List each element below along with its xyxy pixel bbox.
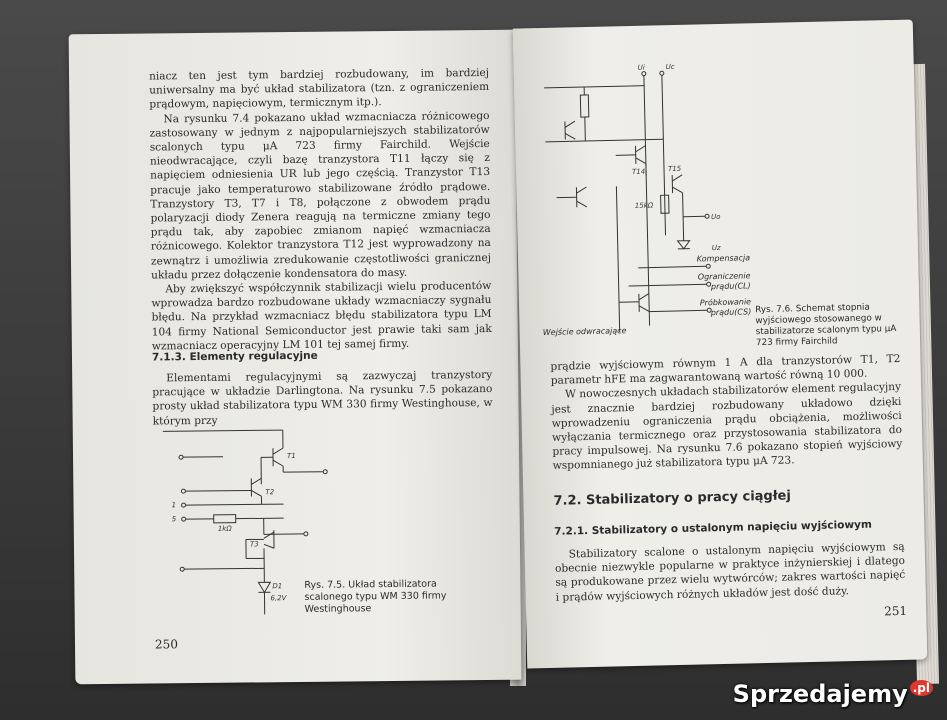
figure-7-6-caption: Rys. 7.6. Schemat stopnia wyjściowego stosowanego w stabilizatorze scalonym typu μA 723 firmy Fairchild	[755, 302, 897, 349]
watermark-badge: .pl	[910, 680, 933, 696]
section-paragraph: Elementami regulacyjnymi są zazwyczaj tranzystory pracujące w układzie Darlingtona. Na rysunku 7.5 pokazano prosty układ stabilizatora typu WM 330 firmy Westinghouse, w którym przy	[152, 368, 493, 428]
label-probkowanie: Próbkowanie prądu(CS)	[699, 297, 752, 318]
left-body-text	[149, 66, 492, 354]
label-t1: T1	[286, 451, 296, 461]
label-uc: Uc	[665, 62, 675, 72]
label-uo: Uo	[711, 212, 721, 222]
label-t14: T14	[631, 167, 646, 176]
label-wejscie: Wejście odwracające	[542, 326, 627, 338]
right-page	[513, 20, 927, 669]
label-t2: T2	[265, 488, 275, 497]
right-page-number: 251	[883, 603, 908, 619]
right-paragraph: W nowoczesnych układach stabilizatorów element regulacyjny jest znacznie bardziej rozbudowany układowo dzięki wprowadzeniu ograniczenia prądu obciążenia, możliwości wyłączania termicznego oraz przystosowania stabilizatora do pracy impulsowej. Na rysunku 7.6 pokazano stopień wyjściowy wspomnianego już stabilizatora typu μA 723.	[551, 381, 903, 473]
label-resistor: 1kΩ	[217, 524, 232, 533]
heading-7-2-1: 7.2.1. Stabilizatory o ustalonym napięciu wyjściowym	[554, 518, 873, 538]
heading-7-2: 7.2. Stabilizatory o pracy ciągłej	[553, 488, 792, 509]
section-heading: 7.1.3. Elementy regulacyjne	[151, 349, 318, 364]
right-bottom-paragraph: Stabilizatory scalone o ustalonym napięciu wyjściowym są obecnie niezwykle popularne w praktyce inżynierskiej i dlatego są produkowane przez wielu wytwórców; zakres wartości napięć i prądów wyjściowych różnych układów jest dość duży.	[554, 540, 906, 604]
right-paragraph: prądzie wyjściowym równym 1 A dla tranzystorów T1, T2 parametr hFE ma zagwarantowaną wartość równą 10 000.	[550, 352, 901, 388]
right-body-text	[550, 352, 902, 474]
left-paragraph: niacz ten jest tym bardziej rozbudowany, im bardziej uniwersalny ma być układ stabilizatora (tzn. z ograniczeniem prądowym, napięciowym, termicznym itp.).	[148, 66, 490, 111]
watermark	[733, 680, 933, 708]
label-uz: Uz	[711, 243, 721, 253]
watermark-text: Sprzedajemy	[732, 680, 908, 708]
right-bottom-text	[555, 540, 906, 605]
label-zener-voltage: 6,2V	[270, 594, 287, 603]
figure-7-5-caption: Rys. 7.5. Układ stabilizatora scalonego typu WM 330 firmy Westinghouse	[304, 578, 447, 615]
label-t3: T3	[249, 540, 259, 549]
figure-7-6-circuit	[533, 44, 740, 338]
open-book	[40, 24, 935, 708]
label-kompensacja: Kompensacja	[696, 253, 751, 264]
label-d1: D1	[272, 582, 283, 591]
label-ui: Ui	[637, 63, 645, 72]
label-pin1: 1	[171, 501, 177, 510]
left-page-number: 250	[154, 637, 178, 652]
label-r15k: 15kΩ	[634, 201, 654, 210]
label-t15: T15	[667, 164, 682, 174]
left-paragraph: Aby zwiększyć współczynnik stabilizacji wielu producentów wprowadza bardzo rozbudowane układy wzmacniaczy sygnału błędu. Na przykład wzmacniacz błędu stabilizatora typu LM 104 firmy National Semiconductor jest prawie taki sam jak wzmacniacz operacyjny LM 101 tej samej firmy.	[151, 279, 492, 353]
label-pin5: 5	[171, 515, 177, 524]
left-page	[69, 30, 522, 685]
left-paragraph: Na rysunku 7.4 pokazano układ wzmacniacza różnicowego zastosowany w jednym z najpopularniejszych stabilizatorów scalonych typu μA 723 firmy Fairchild. Wejście nieodwracające, czyli bazę tranzystora T11 łączy się z napięciem odniesienia UR lub jego częścią. Tranzystor T13 pracuje jako temperaturowo stabilizowane źródło prądowe. Tranzystory T3, T7 i T8, połączone z obwodem prądu polaryzacji diody Zenera reagują na termiczne zmiany tego prądu tak, aby zapobiec zmianom napięć wzmacniacza różnicowego. Kolektor tranzystora T12 jest wyprowadzony na zewnątrz i umożliwia zredukowanie częstotliwości granicznej układu przez dołączenie kondensatora do masy.	[149, 109, 492, 282]
label-ograniczenie: Ograniczenie prądu(CL)	[697, 271, 751, 292]
